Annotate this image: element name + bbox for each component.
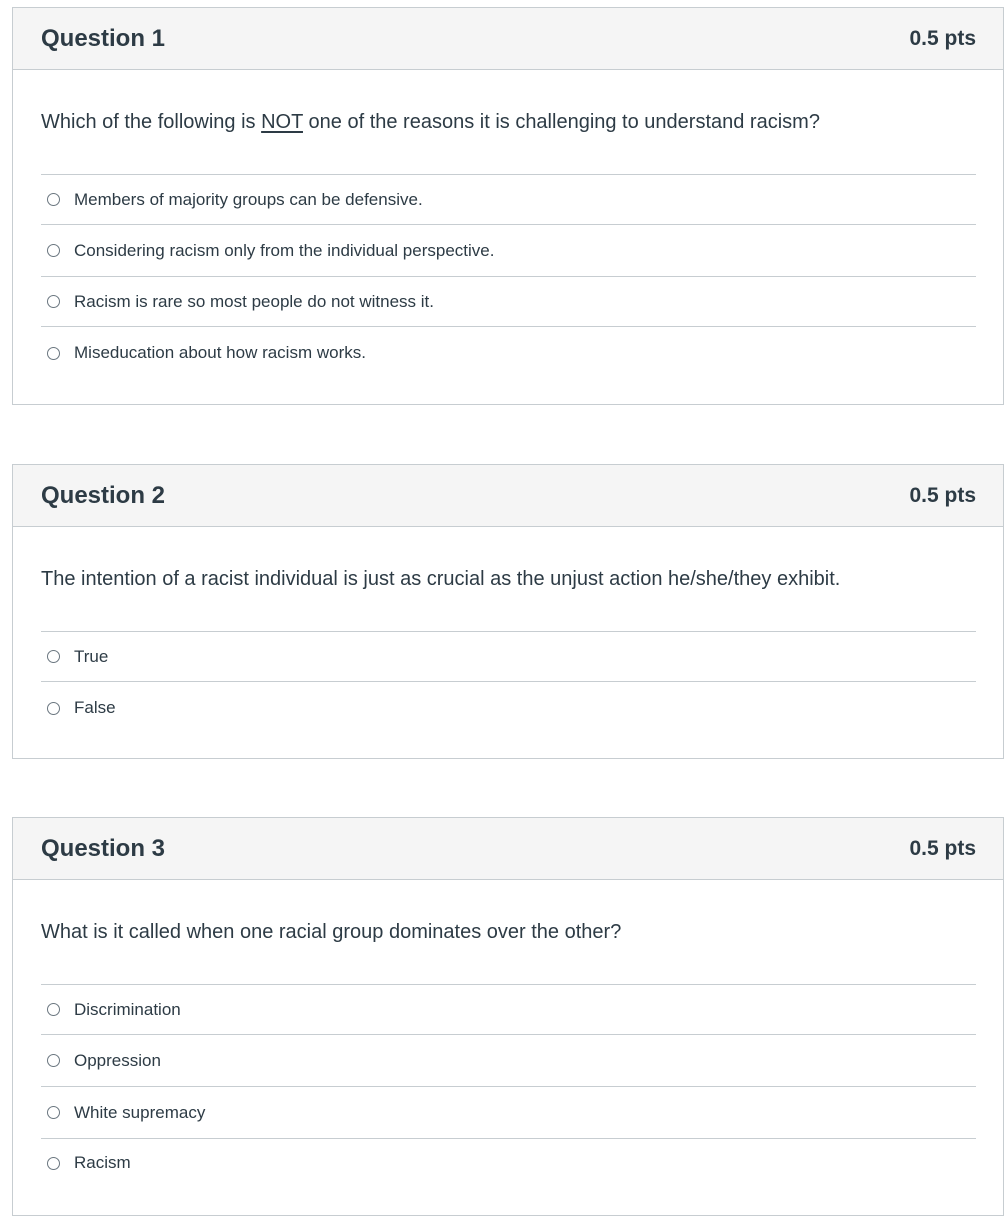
question-header xyxy=(13,8,1003,70)
question-text: The intention of a racist individual is just as crucial as the unjust action he/she/they exhibit. xyxy=(41,527,976,632)
question-text-after: one of the reasons it is challenging to understand racism? xyxy=(302,110,820,133)
answer-option[interactable] xyxy=(41,175,976,225)
question-title: Question 2 xyxy=(41,481,166,509)
answer-label: Members of majority groups can be defensive. xyxy=(74,189,423,209)
question-1-card xyxy=(12,7,1004,405)
radio-button[interactable] xyxy=(47,244,60,257)
radio-button[interactable] xyxy=(47,295,60,308)
answer-option[interactable] xyxy=(41,277,976,327)
radio-button[interactable] xyxy=(47,1157,60,1170)
answer-label: Racism xyxy=(74,1153,131,1172)
answer-option[interactable] xyxy=(41,1035,976,1087)
question-text: What is it called when one racial group dominates over the other? xyxy=(41,880,976,985)
answer-label: True xyxy=(74,646,109,666)
answer-option[interactable] xyxy=(41,985,976,1035)
answer-label: Racism is rare so most people do not witness it. xyxy=(74,291,434,311)
question-2-card xyxy=(12,464,1004,759)
question-body xyxy=(13,880,1003,1187)
question-title: Question 1 xyxy=(41,24,166,52)
answer-label: Considering racism only from the individual perspective. xyxy=(74,240,495,260)
question-body xyxy=(13,527,1003,734)
question-text-emphasis: NOT xyxy=(261,110,303,133)
answer-label: Miseducation about how racism works. xyxy=(74,343,366,362)
question-header xyxy=(13,465,1003,527)
answer-option[interactable] xyxy=(41,327,976,379)
radio-button[interactable] xyxy=(47,650,60,663)
radio-button[interactable] xyxy=(47,1003,60,1016)
question-title: Question 3 xyxy=(41,834,166,862)
radio-button[interactable] xyxy=(47,193,60,206)
question-text-before: Which of the following is xyxy=(41,110,262,133)
question-header xyxy=(13,818,1003,880)
question-body xyxy=(13,70,1003,379)
radio-button[interactable] xyxy=(47,1054,60,1067)
question-3-card xyxy=(12,817,1004,1216)
radio-button[interactable] xyxy=(47,347,60,360)
question-text xyxy=(41,70,976,175)
radio-button[interactable] xyxy=(47,702,60,715)
radio-button[interactable] xyxy=(47,1106,60,1119)
question-points: 0.5 pts xyxy=(909,26,976,50)
answer-option[interactable] xyxy=(41,632,976,682)
answer-label: Discrimination xyxy=(74,999,181,1019)
answer-option[interactable] xyxy=(41,682,976,734)
answer-option[interactable] xyxy=(41,1087,976,1139)
answer-label: Oppression xyxy=(74,1050,161,1070)
answer-option[interactable] xyxy=(41,1139,976,1187)
question-points: 0.5 pts xyxy=(909,836,976,860)
question-points: 0.5 pts xyxy=(909,483,976,507)
answer-option[interactable] xyxy=(41,225,976,277)
answer-label: False xyxy=(74,698,116,717)
answer-label: White supremacy xyxy=(74,1102,206,1122)
